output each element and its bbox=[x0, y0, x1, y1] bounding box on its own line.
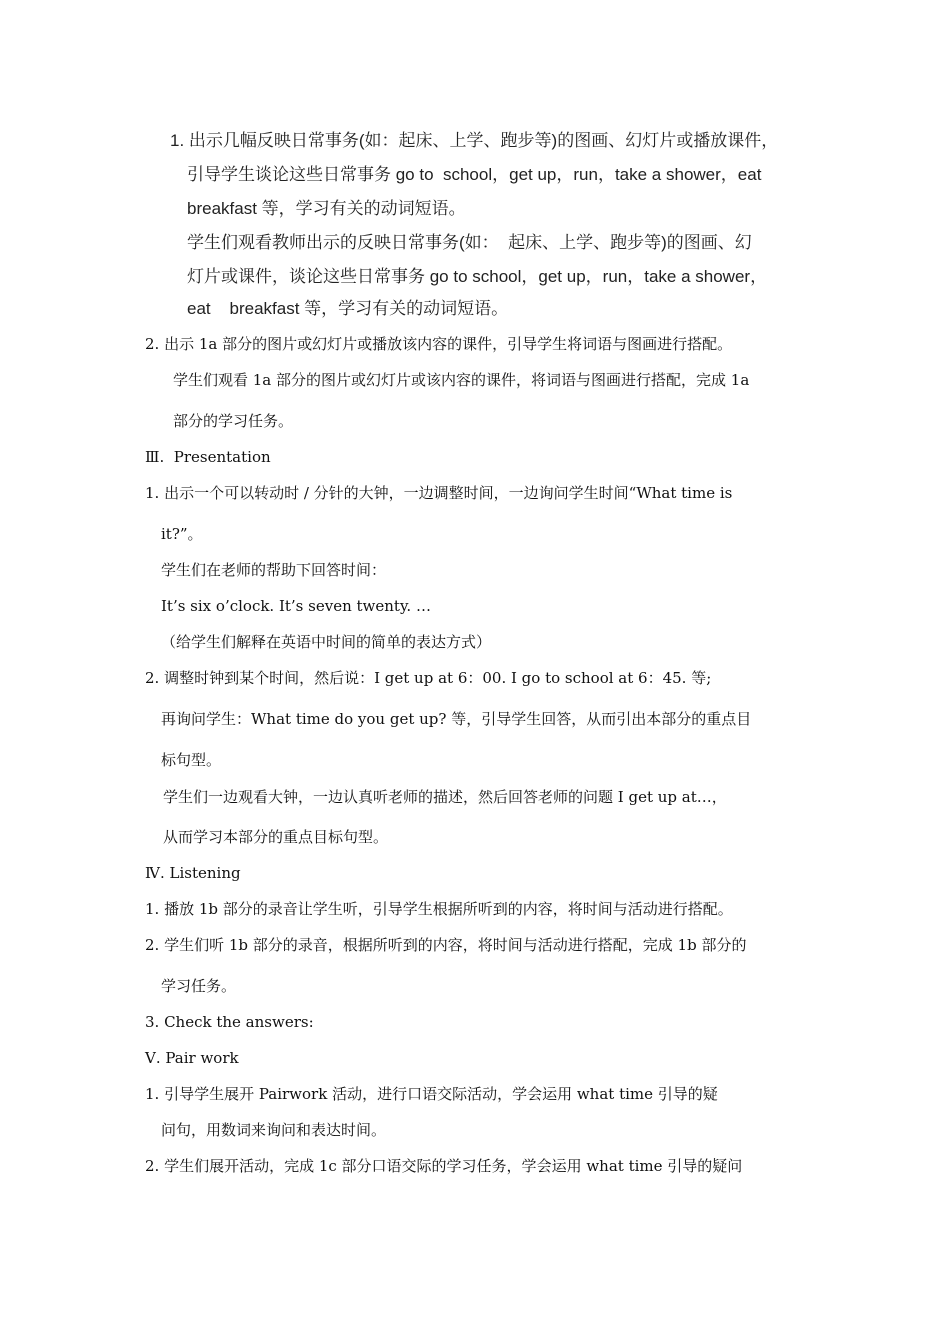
section-heading: Ⅴ. Pair work bbox=[145, 1049, 239, 1067]
text-line: 部分的学习任务。 bbox=[173, 412, 294, 430]
section-heading: Ⅲ. Presentation bbox=[145, 448, 271, 466]
text-line: （给学生们解释在英语中时间的简单的表达方式） bbox=[161, 633, 492, 651]
text-line: 2. 出示 1a 部分的图片或幻灯片或播放该内容的课件，引导学生将词语与图画进行搭配。 bbox=[145, 335, 733, 353]
text-line: 学习任务。 bbox=[161, 977, 237, 995]
text-line: 2. 调整时钟到某个时间，然后说：I get up at 6：00. I go to school at 6：45. 等; bbox=[145, 669, 712, 687]
text-line: 再询问学生：What time do you get up? 等，引导学生回答，从而引出本部分的重点目 bbox=[161, 710, 752, 728]
text-line: 3. Check the answers: bbox=[145, 1013, 314, 1031]
text-line: 灯片或课件，谈论这些日常事务 go to school，get up，run，take a shower， bbox=[187, 267, 768, 286]
text-line: 1. 播放 1b 部分的录音让学生听，引导学生根据所听到的内容，将时间与活动进行搭配。 bbox=[145, 900, 733, 918]
text-line: it?”。 bbox=[161, 525, 203, 543]
text-line: 从而学习本部分的重点目标句型。 bbox=[163, 828, 389, 846]
text-line: 问句，用数词来询问和表达时间。 bbox=[161, 1121, 387, 1139]
text-line: 学生们观看教师出示的反映日常事务(如： 起床、上学、跑步等)的图画、幻 bbox=[187, 233, 752, 252]
text-line: breakfast 等，学习有关的动词短语。 bbox=[187, 199, 466, 218]
text-line: 2. 学生们展开活动，完成 1c 部分口语交际的学习任务，学会运用 what time 引导的疑问 bbox=[145, 1157, 743, 1175]
text-line: 学生们在老师的帮助下回答时间： bbox=[161, 561, 387, 579]
text-line: 1. 引导学生展开 Pairwork 活动，进行口语交际活动，学会运用 what time 引导的疑 bbox=[145, 1085, 718, 1103]
section-heading: Ⅳ. Listening bbox=[145, 864, 241, 882]
text-line: 学生们一边观看大钟，一边认真听老师的描述，然后回答老师的问题 I get up at…， bbox=[163, 788, 727, 806]
text-line: 引导学生谈论这些日常事务 go to school，get up，run，take a shower，eat bbox=[187, 165, 762, 184]
text-line: 1. 出示几幅反映日常事务(如：起床、上学、跑步等)的图画、幻灯片或播放课件， bbox=[170, 131, 779, 150]
text-line: 1. 出示一个可以转动时 / 分针的大钟，一边调整时间，一边询问学生时间“What time is bbox=[145, 484, 733, 502]
text-line: 2. 学生们听 1b 部分的录音，根据所听到的内容，将时间与活动进行搭配，完成 1b 部分的 bbox=[145, 936, 747, 954]
text-line: 标句型。 bbox=[161, 751, 222, 769]
text-line: It’s six o’clock. It’s seven twenty. … bbox=[161, 597, 431, 615]
text-line: eat breakfast 等，学习有关的动词短语。 bbox=[187, 299, 509, 318]
text-line: 学生们观看 1a 部分的图片或幻灯片或该内容的课件，将词语与图画进行搭配，完成 1a bbox=[173, 371, 750, 389]
